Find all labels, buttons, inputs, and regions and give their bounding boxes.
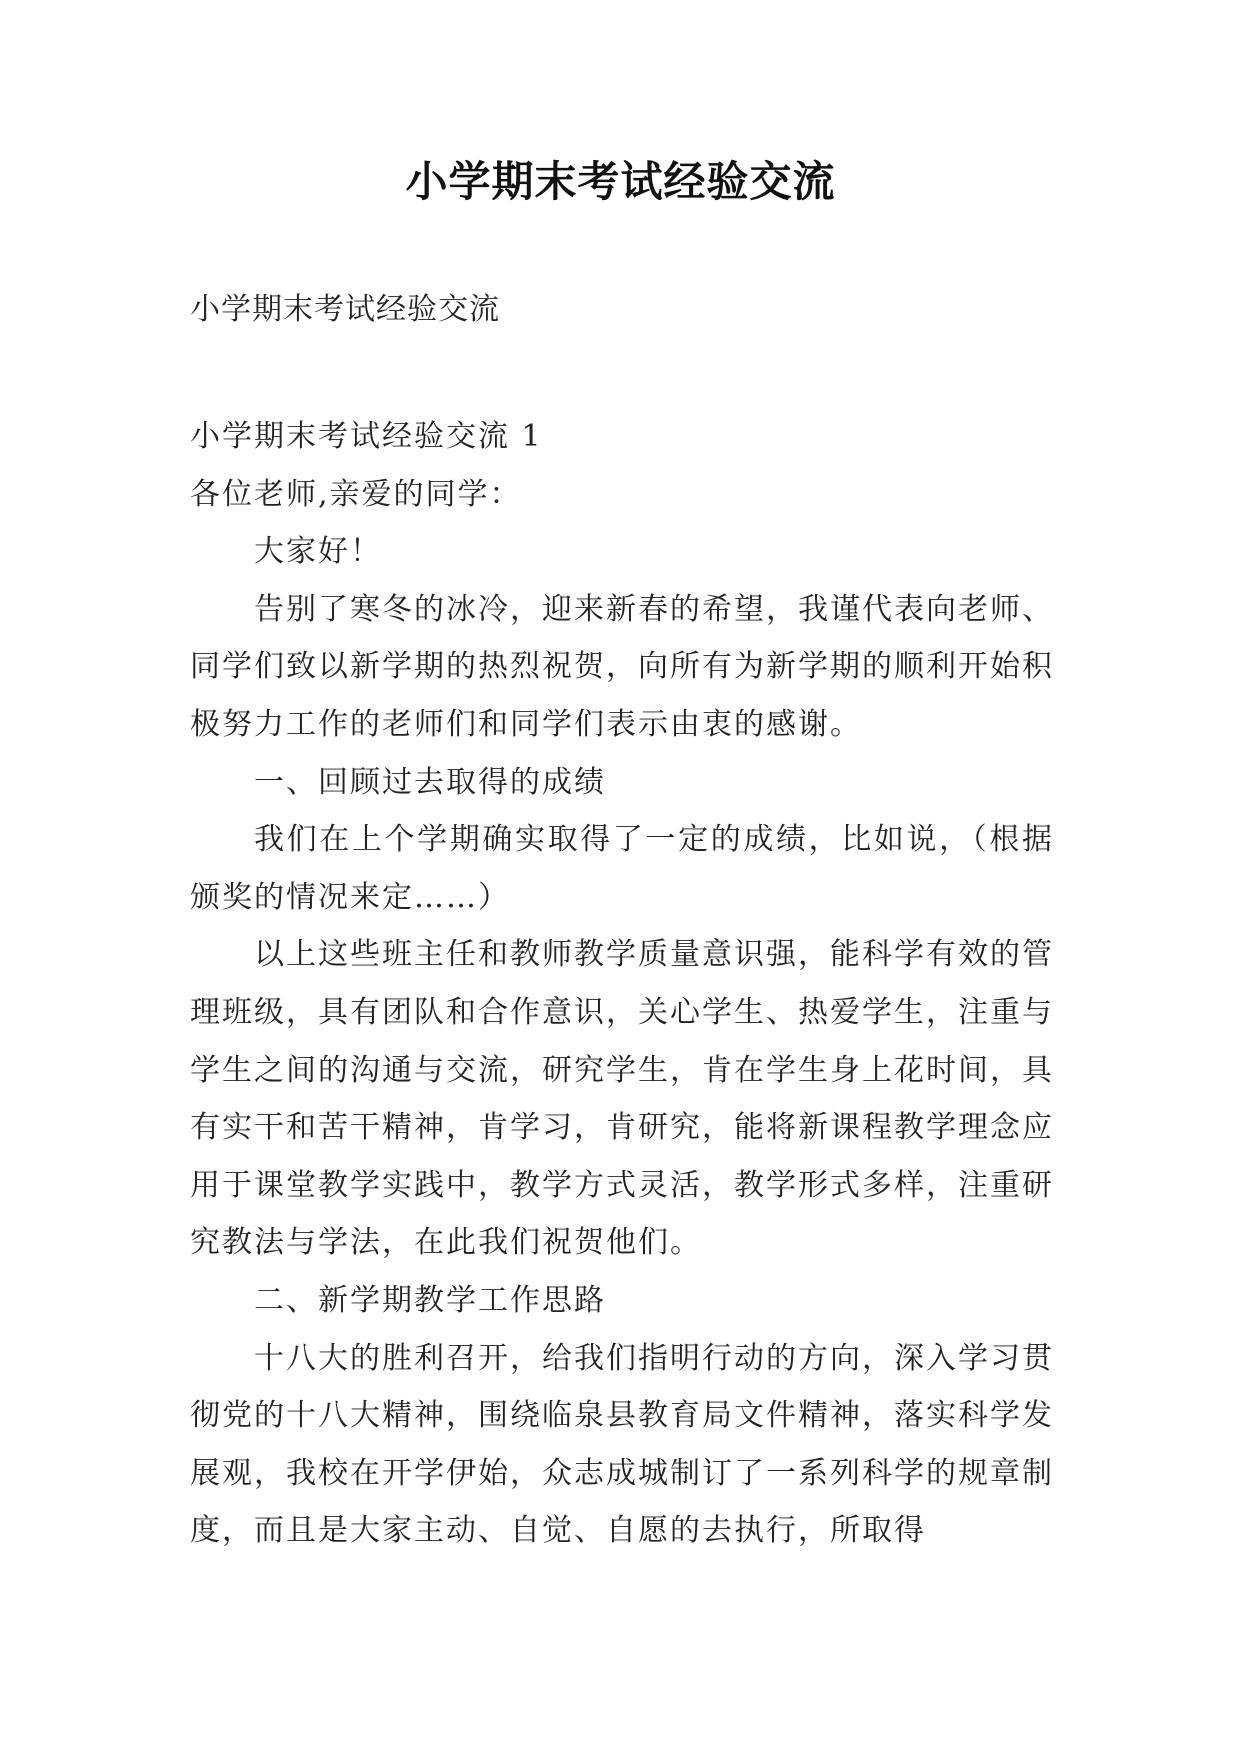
paragraph-heading-one: 一、回顾过去取得的成绩 [254,764,606,800]
paragraph-achievements: 我们在上个学期确实取得了一定的成绩，比如说，（根据颁奖的情况来定……） [190,822,1054,915]
paragraph-greeting: 大家好！ [254,534,382,570]
paragraph-salutation: 各位老师,亲爱的同学： [190,476,522,512]
paragraph-teachers: 以上这些班主任和教师教学质量意识强，能科学有效的管理班级，具有团队和合作意识，关心学生、热爱学生，注重与学生之间的沟通与交流，研究学生，肯在学生身上花时间，具有实干和苦干精神，肯学习，肯研究，能将新课程教学理念应用于课堂教学实践中，教学方式灵活，教学形式多样，注重研究教法与学法，在此我们祝贺他们。 [190,937,1054,1261]
paragraph-plan: 十八大的胜利召开，给我们指明行动的方向，深入学习贯彻党的十八大精神，围绕临泉县教育局文件精神，落实科学发展观，我校在开学伊始，众志成城制订了一系列科学的规章制度，而且是大家主动、自觉、自愿的去执行，所取得 [190,1340,1054,1549]
document-subtitle: 小学期末考试经验交流 [190,292,500,327]
paragraph-intro: 告别了寒冬的冰冷，迎来新春的希望，我谨代表向老师、同学们致以新学期的热烈祝贺，向所有为新学期的顺利开始积极努力工作的老师们和同学们表示由衷的感谢。 [190,591,1054,742]
document-body [190,408,1054,1560]
document-title: 小学期末考试经验交流 [405,157,836,206]
paragraph-section-heading: 小学期末考试经验交流 1 [190,419,543,454]
paragraph-heading-two: 二、新学期教学工作思路 [254,1282,606,1318]
